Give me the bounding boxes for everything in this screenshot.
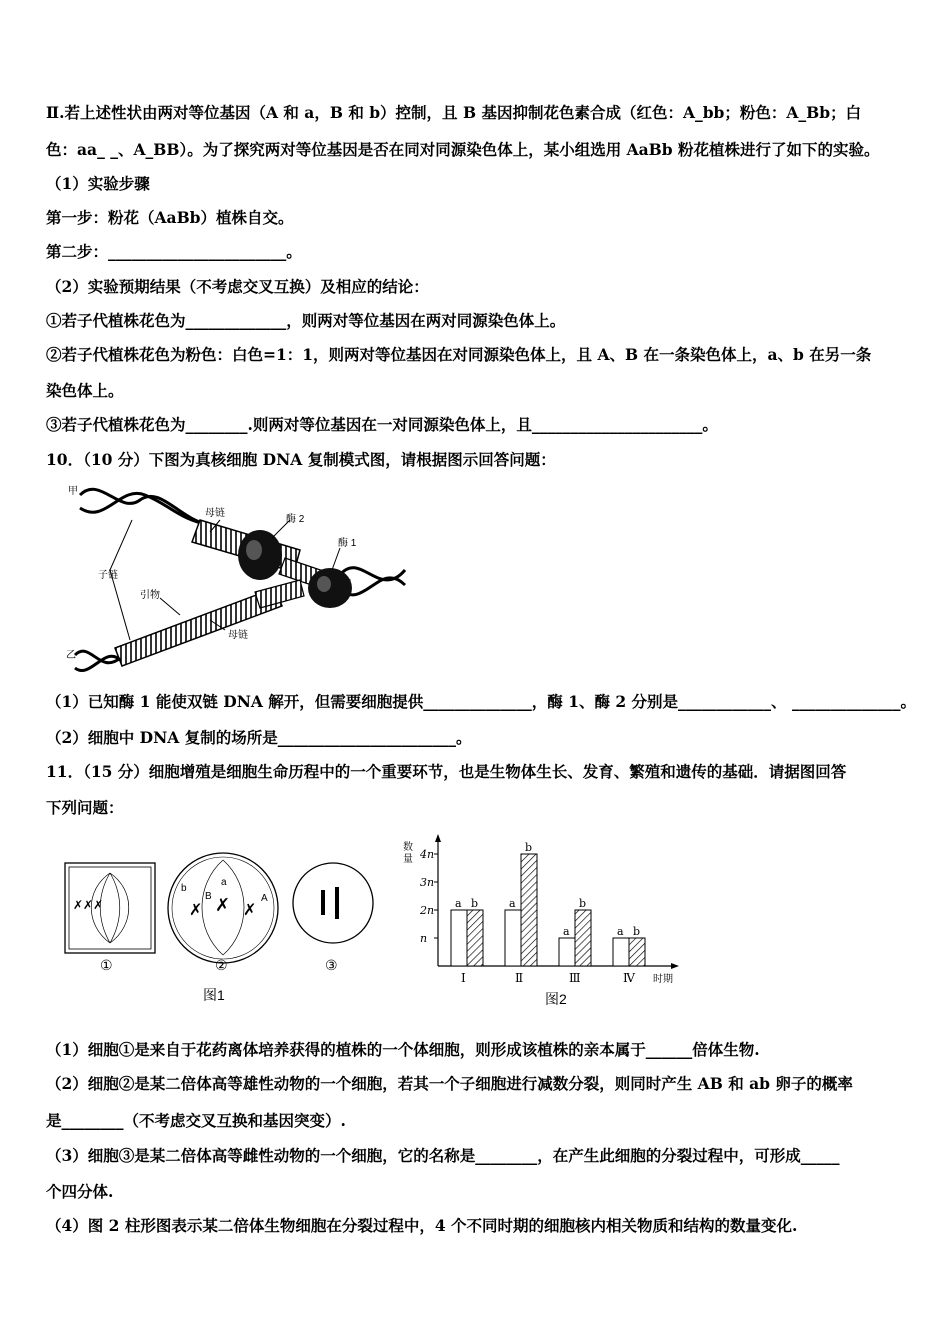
cell-3-label: ③: [325, 957, 338, 973]
lower-helix: [75, 651, 120, 670]
x-tick-label: Ⅲ: [569, 971, 581, 985]
q11-title-b: 下列问题：: [46, 798, 124, 817]
bar-label-b-1: b: [471, 897, 479, 910]
label-mulian-top: 母链: [205, 508, 225, 519]
q9-result-2b: 染色体上。: [46, 381, 124, 400]
q11-sub2b: 是________（不考虑交叉互换和基因突变）.: [46, 1111, 346, 1130]
cell-1-label: ①: [100, 957, 113, 973]
y-tick-label: 4n: [420, 848, 435, 861]
y-tick-label: n: [420, 932, 428, 945]
cell-3: [293, 863, 373, 943]
bar-b-1: [467, 910, 483, 966]
q10-title: 10．（10 分）下图为真核细胞 DNA 复制模式图，请根据图示回答问题：: [46, 450, 556, 469]
label-jia: 甲: [68, 486, 78, 497]
q9-line1: Ⅱ.若上述性状由两对等位基因（A 和 a，B 和 b）控制，且 B 基因抑制花色素合成（红色：A_bb；粉色：A_Bb；白: [46, 103, 862, 122]
q9-step2: 第二步：_______________________。: [46, 242, 302, 261]
bar-label-b-2: b: [525, 841, 533, 854]
bar-label-b-4: b: [633, 925, 641, 938]
label-yinwu: 引物: [140, 590, 160, 601]
bar-a-4: [613, 938, 629, 966]
q11-title-a: 11．（15 分）细胞增殖是细胞生命历程中的一个重要环节，也是生物体生长、发育、繁殖和遗传的基础．请据图回答: [46, 762, 847, 781]
q11-sub2a: （2）细胞②是某二倍体高等雄性动物的一个细胞，若其一个子细胞进行减数分裂，则同时产生 AB 和 ab 卵子的概率: [46, 1074, 853, 1093]
label-zilian: 子链: [98, 570, 118, 581]
q11-sub1: （1）细胞①是来自于花药离体培养获得的植株的一个体细胞，则形成该植株的亲本属于______倍体生物.: [46, 1040, 760, 1059]
bar-a-1: [451, 910, 467, 966]
bar-label-a-2: a: [509, 897, 516, 910]
q11-sub3b: 个四分体.: [46, 1182, 114, 1201]
cell-2-label: ②: [215, 957, 228, 973]
y-tick-label: 2n: [420, 904, 435, 917]
bar-a-2: [505, 910, 521, 966]
q10-sub1: （1）已知酶 1 能使双链 DNA 解开，但需要细胞提供______________，酶 1、酶 2 分别是____________、 ______________。: [46, 692, 916, 711]
q11-sub3a: （3）细胞③是某二倍体高等雌性动物的一个细胞，它的名称是________，在产生此细胞的分裂过程中，可形成_____: [46, 1146, 840, 1165]
cell-2: [168, 853, 278, 963]
figure-2-caption: 图2: [545, 991, 567, 1007]
cell-2-letter-b: b: [181, 883, 187, 894]
bar-b-2: [521, 854, 537, 966]
cell-1: [65, 863, 155, 953]
label-mei2: 酶 2: [286, 514, 305, 525]
x-tick-label: Ⅳ: [623, 971, 635, 985]
label-mei1: 酶 1: [338, 538, 357, 549]
svg-text:✗✗✗: ✗✗✗: [73, 898, 104, 912]
q9-step1: 第一步：粉花（AaBb）植株自交。: [46, 208, 294, 227]
figure-1-caption: 图1: [203, 987, 225, 1003]
q10-sub2: （2）细胞中 DNA 复制的场所是_______________________。: [46, 728, 472, 747]
cell-2-letter-B: B: [205, 891, 212, 902]
bar-label-a-1: a: [455, 897, 462, 910]
cell-2-letter-A: A: [261, 893, 268, 904]
x-tick-label: Ⅱ: [515, 971, 524, 985]
x-axis-label: 时期: [653, 974, 673, 985]
bar-label-b-3: b: [579, 897, 587, 910]
label-yi: 乙: [66, 650, 76, 661]
figure-2-bar-chart: [395, 832, 695, 1012]
bar-label-a-4: a: [617, 925, 624, 938]
x-tick-label: Ⅰ: [461, 971, 466, 985]
svg-text:✗: ✗: [215, 895, 231, 916]
q9-result-2a: ②若子代植株花色为粉色：白色=1：1，则两对等位基因在对同源染色体上，且 A、B 在一条染色体上，a、b 在另一条: [46, 345, 872, 364]
svg-text:✗: ✗: [243, 900, 257, 919]
q9-result-3: ③若子代植株花色为________.则两对等位基因在一对同源染色体上，且______________________。: [46, 415, 718, 434]
q9-line2: 色：aa_ _、A_BB）。为了探究两对等位基因是否在同对同源染色体上，某小组选用 AaBb 粉花植株进行了如下的实验。: [46, 140, 880, 159]
q11-sub4: （4）图 2 柱形图表示某二倍体生物细胞在分裂过程中，4 个不同时期的细胞核内相关物质和结构的数量变化.: [46, 1216, 798, 1235]
y-axis-label-1: 数: [403, 842, 413, 853]
figure-1-cells: [55, 845, 385, 1010]
q9-predict-title: （2）实验预期结果（不考虑交叉互换）及相应的结论：: [46, 277, 429, 296]
svg-text:✗: ✗: [189, 900, 203, 919]
q9-result-1: ①若子代植株花色为_____________，则两对等位基因在两对同源染色体上。: [46, 311, 566, 330]
bar-b-3: [575, 910, 591, 966]
label-mulian-bottom: 母链: [228, 630, 248, 641]
cell-2-letter-a: a: [221, 877, 227, 888]
q9-step-title: （1）实验步骤: [46, 174, 150, 193]
bar-b-4: [629, 938, 645, 966]
y-axis-label-2: 量: [403, 854, 413, 865]
upper-helix: [80, 489, 210, 525]
dna-replication-figure: [60, 480, 410, 675]
bar-label-a-3: a: [563, 925, 570, 938]
y-tick-label: 3n: [420, 876, 435, 889]
bar-a-3: [559, 938, 575, 966]
